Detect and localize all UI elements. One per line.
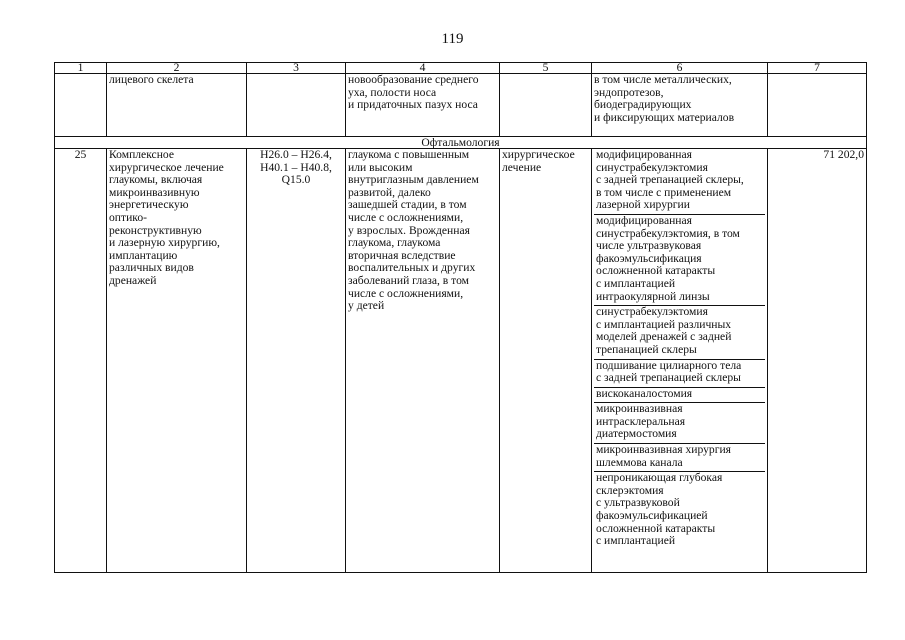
section-title: Офтальмология [55, 137, 867, 149]
cell-empty [247, 74, 346, 137]
text-line: подшивание цилиарного тела [596, 358, 742, 372]
text-line: зашедшей стадии, в том [348, 198, 467, 212]
column-header: 2 [107, 63, 247, 74]
text-line: и фиксирующих материалов [594, 110, 735, 124]
column-header: 4 [346, 63, 500, 74]
text-line: и лазерную хирургию, [109, 236, 220, 250]
text-line: числе ультразвуковая [596, 239, 702, 253]
cell-empty [768, 74, 867, 137]
text-line: с ультразвуковой [596, 496, 680, 510]
text-line: в том числе металлических, [594, 73, 732, 86]
text-line: энергетическую [109, 198, 189, 212]
cell-methods [592, 149, 768, 573]
text-line: диатермостомия [596, 427, 677, 441]
method-item [594, 306, 765, 359]
text-line: факоэмульсификацией [596, 509, 708, 523]
text-line: реконструктивную [109, 223, 202, 237]
medical-care-table [54, 62, 867, 573]
text-line: микроинвазивную [109, 185, 200, 199]
section-row [55, 137, 867, 149]
column-header: 6 [592, 63, 768, 74]
text-line: H40.1 – H40.8, [260, 160, 332, 174]
text-line: развитой, далеко [348, 185, 431, 199]
text-line: модифицированная [596, 213, 692, 227]
text-line: дренажей [109, 273, 157, 287]
cell-method [592, 74, 768, 137]
column-header-row [55, 63, 867, 74]
text-line: глаукома, глаукома [348, 236, 441, 250]
method-item [594, 388, 765, 404]
text-line: интраокулярной линзы [596, 289, 710, 303]
text-line: вторичная вследствие [348, 248, 456, 262]
text-line: синустрабекулэктомия [596, 305, 708, 319]
text-line: непроникающая глубокая [596, 471, 723, 485]
text-line: синустрабекулэктомия, в том [596, 226, 740, 240]
text-line: уха, полости носа [348, 85, 437, 99]
column-header: 3 [247, 63, 346, 74]
text-line: оптико- [109, 210, 147, 224]
cell-treatment-type [500, 149, 592, 573]
page-number: 119 [441, 31, 464, 47]
text-line: трепанацией склеры [596, 342, 697, 356]
text-line: модифицированная [596, 148, 692, 161]
text-line: глаукомы, включая [109, 173, 203, 187]
column-header: 1 [55, 63, 107, 74]
text-line: с имплантацией [596, 534, 676, 548]
text-line: с задней трепанацией склеры, [596, 173, 744, 187]
text-line: хирургическое [502, 148, 575, 161]
text-line: Комплексное [109, 148, 174, 161]
text-line: Q15.0 [281, 173, 311, 187]
text-line: у взрослых. Врожденная [348, 223, 470, 237]
cell-row-number: 25 [55, 149, 107, 573]
text-line: склерэктомия [596, 483, 664, 497]
text-line: с имплантацией различных [596, 317, 732, 331]
row-25 [55, 149, 867, 573]
cell-empty [500, 74, 592, 137]
method-item [594, 472, 765, 550]
text-line: эндопротезов, [594, 85, 664, 99]
text-line: микроинвазивная [596, 402, 683, 416]
text-line: заболеваний глаза, в том [348, 273, 469, 287]
method-item [594, 444, 765, 472]
text-line: с задней трепанацией склеры [596, 371, 741, 385]
text-line: моделей дренажей с задней [596, 330, 732, 344]
column-header: 5 [500, 63, 592, 74]
text-line: у детей [348, 299, 385, 313]
text-line: осложненной катаракты [596, 264, 716, 278]
text-line: новообразование среднего [348, 73, 479, 86]
text-line: биодеградирующих [594, 98, 692, 112]
text-line: воспалительных и других [348, 261, 476, 275]
text-line: H26.0 – H26.4, [260, 148, 332, 161]
cell-icd-codes [247, 149, 346, 573]
text-line: глаукома с повышенным [348, 148, 470, 161]
cell-cost: 71 202,0 [768, 149, 867, 573]
text-line: или высоким [348, 160, 413, 174]
text-line: в том числе с применением [596, 185, 732, 199]
text-line: внутриглазным давлением [348, 173, 479, 187]
column-header: 7 [768, 63, 867, 74]
cell-empty [55, 74, 107, 137]
method-item [594, 215, 765, 306]
text-line: вискоканалостомия [596, 386, 693, 400]
text-line: факоэмульсификация [596, 251, 702, 265]
text-line: числе с осложнениями, [348, 210, 464, 224]
text-line: интрасклеральная [596, 414, 686, 428]
text-line: осложненной катаракты [596, 521, 716, 535]
text-line: лазерной хирургии [596, 198, 690, 212]
text-line: хирургическое лечение [109, 160, 224, 174]
text-line: имплантацию [109, 248, 178, 262]
continued-row [55, 74, 867, 137]
cell-group-name: лицевого скелета [107, 74, 247, 137]
method-item [594, 403, 765, 444]
text-line: и придаточных пазух носа [348, 98, 478, 112]
method-item [594, 149, 765, 215]
text-line: шлеммова канала [596, 455, 683, 469]
text-line: лечение [502, 160, 542, 174]
text-line: различных видов [109, 261, 194, 275]
text-line: с имплантацией [596, 276, 676, 290]
cell-model [346, 74, 500, 137]
text-line: микроинвазивная хирургия [596, 443, 732, 457]
method-item [594, 360, 765, 388]
cell-model [346, 149, 500, 573]
cell-group-name [107, 149, 247, 573]
text-line: синустрабекулэктомия [596, 160, 708, 174]
text-line: числе с осложнениями, [348, 286, 464, 300]
